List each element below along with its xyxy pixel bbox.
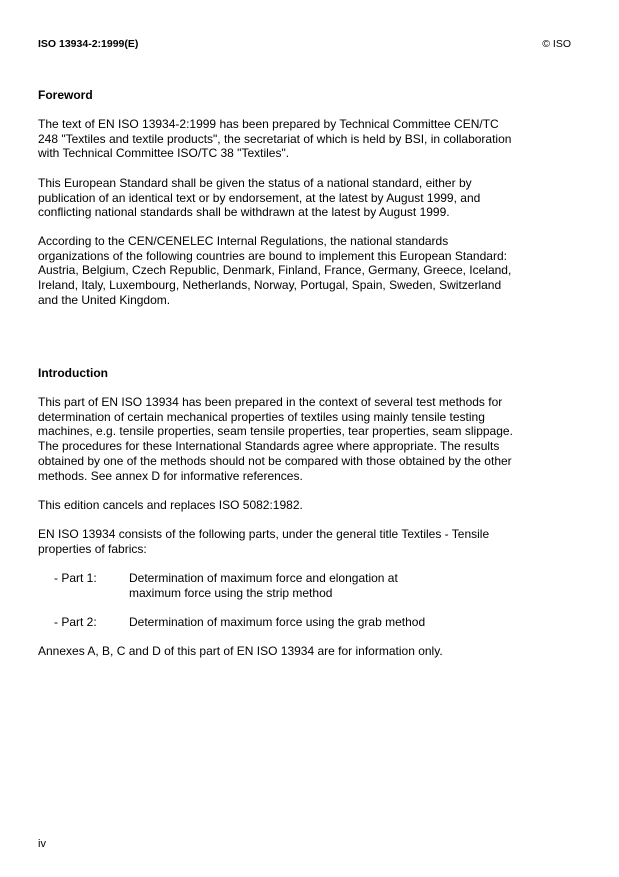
introduction-paragraph-3 [38, 527, 543, 556]
introduction-heading: Introduction [38, 366, 108, 380]
text-line: This edition cancels and replaces ISO 5082:1982. [38, 498, 303, 512]
part-description [129, 615, 425, 630]
foreword-paragraph-3 [38, 234, 543, 308]
text-line: According to the CEN/CENELEC Internal Regulations, the national standards [38, 234, 449, 248]
text-line: The procedures for these International Standards agree where appropriate. The results [38, 439, 500, 454]
text-line: organizations of the following countries are bound to implement this European Standard: [38, 248, 507, 263]
introduction-paragraph-1 [38, 395, 543, 483]
text-line: methods. See annex D for informative references. [38, 468, 303, 483]
text-line: The text of EN ISO 13934-2:1999 has been prepared by Technical Committee CEN/TC [38, 117, 499, 131]
text-line: 248 "Textiles and textile products", the secretariat of which is held by BSI, in collaboration [38, 131, 512, 146]
text-line: obtained by one of the methods should not be compared with those obtained by the other [38, 453, 512, 468]
foreword-paragraph-2 [38, 176, 543, 220]
text-line: properties of fabrics: [38, 541, 147, 556]
text-line: conflicting national standards shall be withdrawn at the latest by August 1999. [38, 205, 450, 220]
part-description [129, 571, 398, 600]
foreword-heading: Foreword [38, 88, 93, 102]
text-line: determination of certain mechanical properties of textiles using mainly tensile testing [38, 409, 485, 424]
copyright-notice: © ISO [542, 38, 571, 50]
text-line: Annexes A, B, C and D of this part of EN ISO 13934 are for information only. [38, 644, 443, 658]
text-line: machines, e.g. tensile properties, seam tensile properties, tear properties, seam slippage. [38, 424, 513, 439]
part-label: - Part 1: [54, 571, 97, 585]
text-line: Determination of maximum force and elongation at [129, 571, 398, 585]
text-line: Austria, Belgium, Czech Republic, Denmark, Finland, France, Germany, Greece, Iceland, [38, 263, 512, 278]
text-line: EN ISO 13934 consists of the following parts, under the general title Textiles - Tensile [38, 527, 490, 541]
text-line: Determination of maximum force using the grab method [129, 615, 426, 629]
text-line: publication of an identical text or by endorsement, at the latest by August 1999, and [38, 190, 481, 205]
foreword-paragraph-1 [38, 117, 543, 161]
text-line: Ireland, Italy, Luxembourg, Netherlands, Norway, Portugal, Spain, Sweden, Switzerland [38, 278, 502, 293]
text-line: maximum force using the strip method [129, 585, 333, 600]
text-line: This European Standard shall be given the status of a national standard, either by [38, 176, 472, 190]
text-line: This part of EN ISO 13934 has been prepared in the context of several test methods for [38, 395, 503, 409]
part-label: - Part 2: [54, 615, 97, 629]
introduction-closing [38, 644, 543, 659]
page-number: iv [38, 838, 46, 850]
document-id: ISO 13934-2:1999(E) [38, 38, 139, 50]
introduction-paragraph-2 [38, 498, 543, 513]
text-line: with Technical Committee ISO/TC 38 "Textiles". [38, 146, 290, 161]
text-line: and the United Kingdom. [38, 292, 171, 307]
